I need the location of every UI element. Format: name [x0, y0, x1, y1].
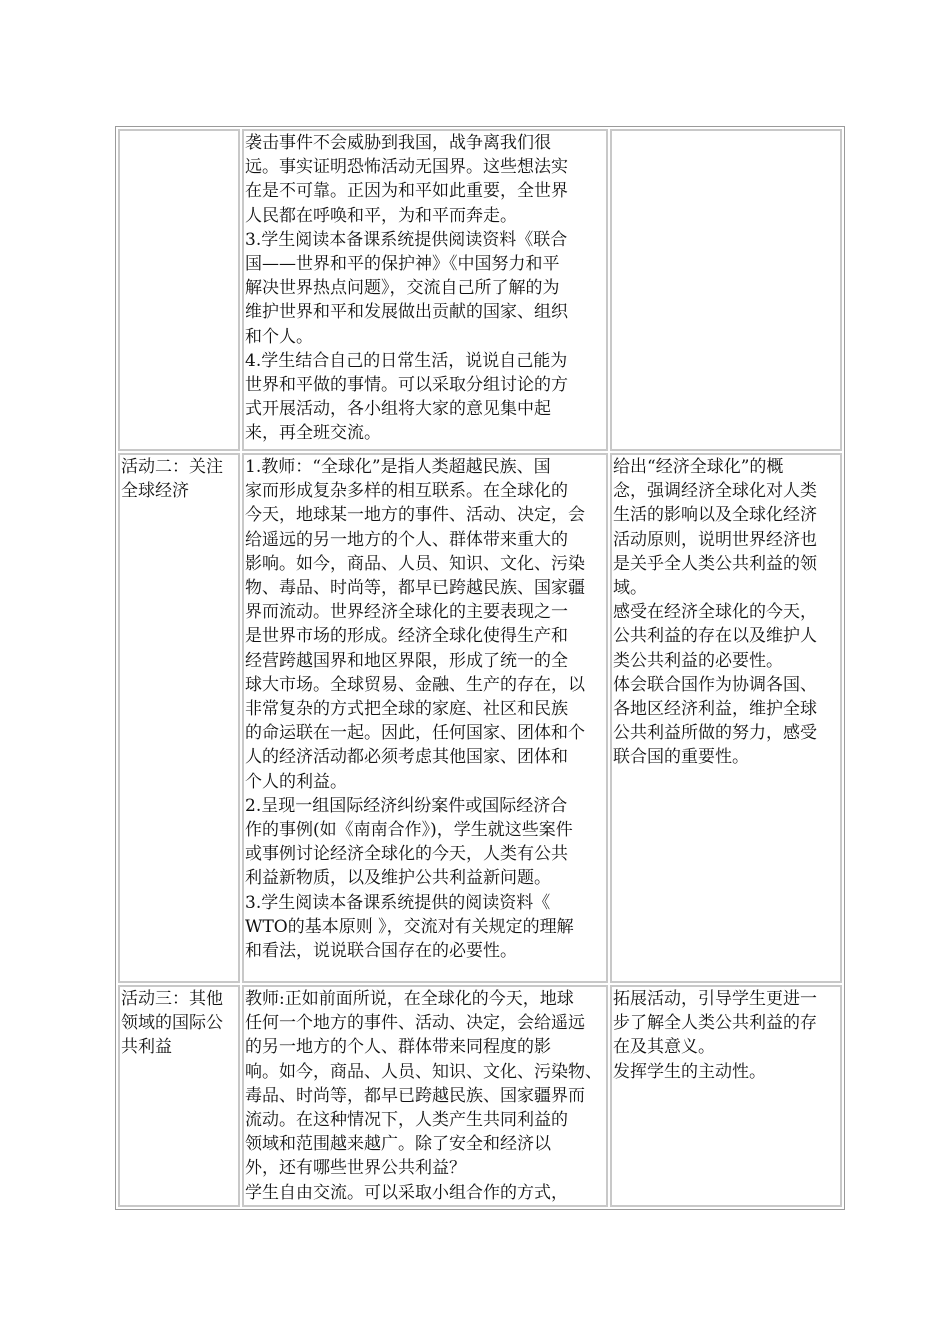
activity-cell: 活动三：其他 领域的国际公 共利益	[118, 985, 240, 1207]
activity-cell	[118, 129, 240, 451]
process-cell: 袭击事件不会威胁到我国，战争离我们很 远。事实证明恐怖活动无国界。这些想法实 在是不可靠。正因为和平如此重要，全世界 人民都在呼唤和平，为和平而奔走。 3.学生阅读本备课系统提供阅读资料《联合 国——世界和平的保护神》《中国努力和平 解决世界热点问题》，交流自己所了解的为 维护世界和平和发展做出贡献的国家、组织 和个人。 4.学生结合自己的日常生活，说说自己能为 世界和平做的事情。可以采取分组讨论的方 式开展活动，各小组将大家的意见集中起 来，再全班交流。	[242, 129, 608, 451]
intent-cell	[610, 129, 842, 451]
activity-cell: 活动二：关注 全球经济	[118, 453, 240, 983]
table-row	[118, 453, 842, 983]
process-cell: 教师:正如前面所说，在全球化的今天，地球 任何一个地方的事件、活动、决定，会给遥远 的另一地方的个人、群体带来同程度的影 响。如今，商品、人员、知识、文化、污染物、 毒品、时尚等，都早已跨越民族、国家疆界而 流动。在这种情况下，人类产生共同利益的 领域和范围越来越广。除了安全和经济以 外，还有哪些世界公共利益？ 学生自由交流。可以采取小组合作的方式，	[242, 985, 608, 1207]
intent-cell: 给出“经济全球化”的概 念，强调经济全球化对人类 生活的影响以及全球化经济 活动原则，说明世界经济也 是关乎全人类公共利益的领 域。 感受在经济全球化的今天， 公共利益的存在以及维护人 类公共利益的必要性。 体会联合国作为协调各国、 各地区经济利益，维护全球 公共利益所做的努力，感受 联合国的重要性。	[610, 453, 842, 983]
lesson-plan-table	[115, 126, 845, 1210]
process-cell: 1.教师：“全球化”是指人类超越民族、国 家而形成复杂多样的相互联系。在全球化的 今天，地球某一地方的事件、活动、决定，会 给遥远的另一地方的个人、群体带来重大的 影响。如今，商品、人员、知识、文化、污染 物、毒品、时尚等，都早已跨越民族、国家疆 界而流动。世界经济全球化的主要表现之一 是世界市场的形成。经济全球化使得生产和 经营跨越国界和地区界限，形成了统一的全 球大市场。全球贸易、金融、生产的存在，以 非常复杂的方式把全球的家庭、社区和民族 的命运联在一起。因此，任何国家、团体和个 人的经济活动都必须考虑其他国家、团体和 个人的利益。 2.呈现一组国际经济纠纷案件或国际经济合 作的事例(如《南南合作》)，学生就这些案件 或事例讨论经济全球化的今天，人类有公共 利益新物质，以及维护公共利益新问题。 3.学生阅读本备课系统提供的阅读资料《 WTO的基本原则 》，交流对有关规定的理解 和看法，说说联合国存在的必要性。	[242, 453, 608, 983]
intent-cell: 拓展活动，引导学生更进一 步了解全人类公共利益的存 在及其意义。 发挥学生的主动性。	[610, 985, 842, 1207]
table-row	[118, 985, 842, 1207]
table-row	[118, 129, 842, 451]
